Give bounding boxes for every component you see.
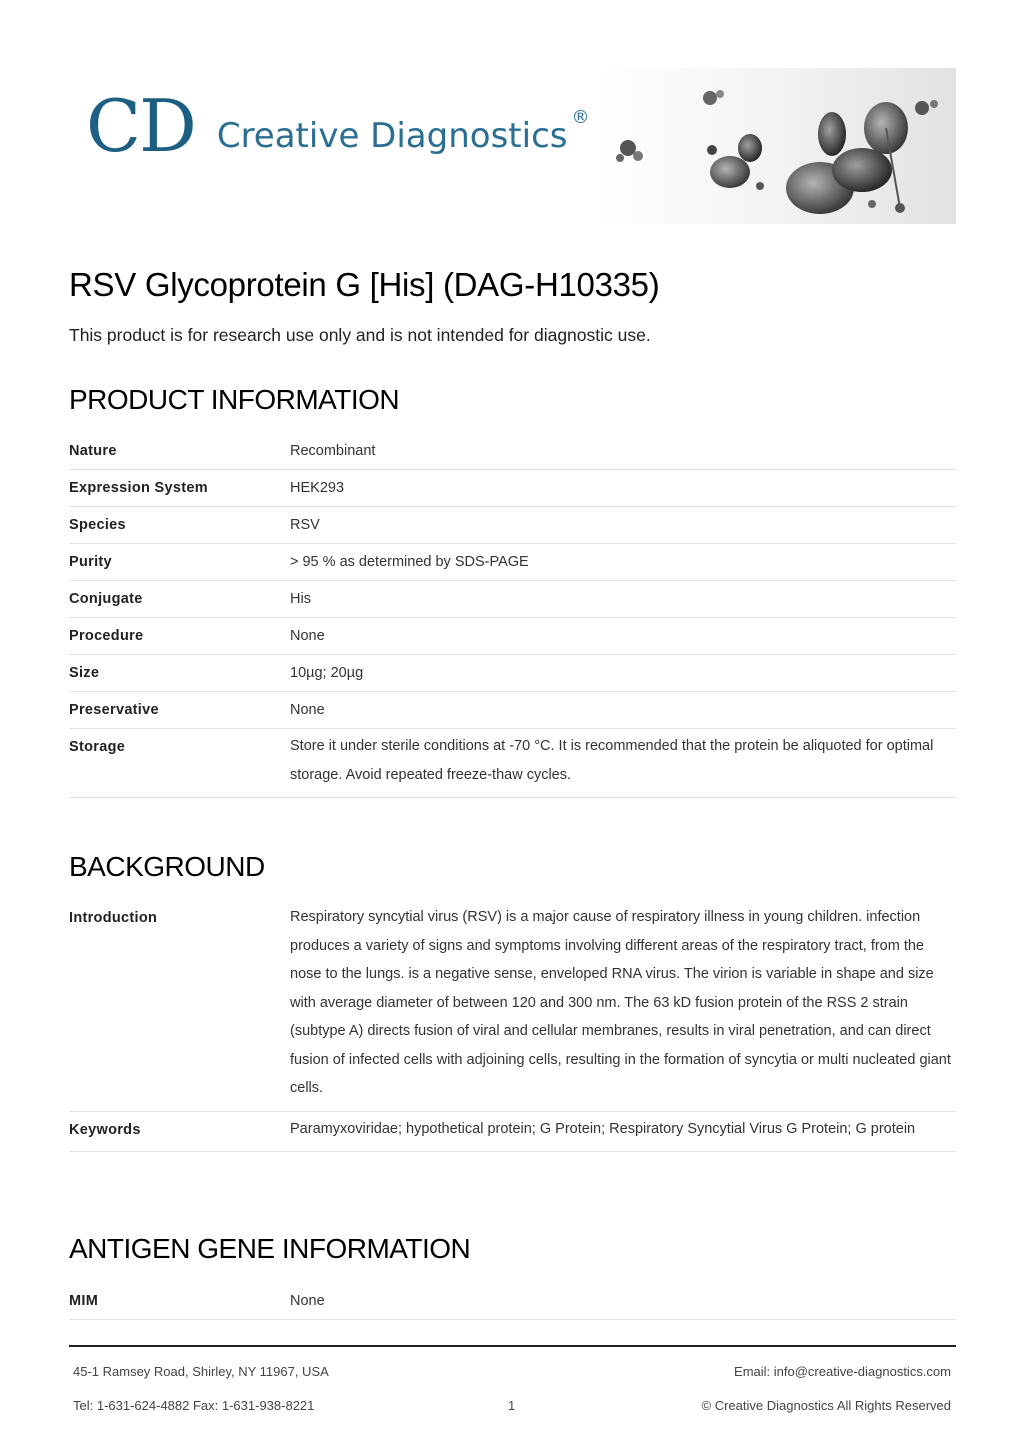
section-heading-antigen-gene-information: ANTIGEN GENE INFORMATION	[69, 1233, 471, 1264]
info-label: Conjugate	[69, 591, 143, 607]
info-label: Introduction	[69, 910, 158, 926]
info-value: Recombinant	[290, 443, 376, 459]
footer-copyright: © Creative Diagnostics All Rights Reserved	[701, 1398, 951, 1413]
info-row-nature	[69, 433, 956, 470]
company-logo	[86, 82, 590, 168]
info-value: 10µg; 20µg	[290, 665, 364, 681]
info-value: Store it under sterile conditions at -70 °C. It is recommended that the protein be aliquoted for optimal storage. Avoid repeated freeze-thaw cycles.	[290, 738, 934, 783]
info-label: Procedure	[69, 628, 144, 644]
info-row-mim	[69, 1283, 956, 1320]
info-row-expression-system	[69, 470, 956, 507]
info-value: None	[290, 628, 325, 644]
background-table	[69, 900, 956, 1152]
info-label: Preservative	[69, 702, 159, 718]
info-row-introduction	[69, 900, 956, 1112]
info-label: Nature	[69, 443, 117, 459]
info-value: His	[290, 591, 311, 607]
info-value: HEK293	[290, 480, 345, 496]
logo-wordmark	[216, 107, 590, 156]
info-label: MIM	[69, 1293, 99, 1309]
info-value: RSV	[290, 517, 320, 533]
antigen-gene-table	[69, 1283, 956, 1320]
info-row-size	[69, 655, 956, 692]
info-value: None	[290, 1293, 325, 1309]
section-heading-product-information: PRODUCT INFORMATION	[69, 384, 400, 415]
info-label: Species	[69, 517, 126, 533]
section-heading-background: BACKGROUND	[69, 851, 265, 882]
info-value: > 95 % as determined by SDS-PAGE	[290, 554, 529, 570]
info-label: Expression System	[69, 480, 208, 496]
info-row-storage	[69, 729, 956, 798]
logo-name-text: Creative Diagnostics	[216, 116, 568, 156]
info-label: Purity	[69, 554, 112, 570]
info-value: Respiratory syncytial virus (RSV) is a major cause of respiratory illness in young children. infection produces a variety of signs and symptoms involving different areas of the respiratory tract, from the nose to the lungs. is a negative sense, enveloped RNA virus. The virion is variable in shape and size with average diameter of between 120 and 300 nm. The 63 kD fusion protein of the RSS 2 strain (subtype A) directs fusion of viral and cellular membranes, results in viral penetration, and can direct fusion of infected cells with adjoining cells, resulting in the formation of syncytia or multi nucleated giant cells.	[290, 909, 951, 1096]
info-value: Paramyxoviridae; hypothetical protein; G Protein; Respiratory Syncytial Virus G Protein; G protein	[290, 1120, 916, 1137]
molecule-banner-image	[600, 68, 956, 224]
info-row-procedure	[69, 618, 956, 655]
research-use-disclaimer: This product is for research use only and is not intended for diagnostic use.	[69, 325, 651, 345]
info-row-preservative	[69, 692, 956, 729]
product-information-table	[69, 433, 956, 798]
info-row-purity	[69, 544, 956, 581]
footer-divider	[69, 1345, 956, 1347]
info-row-conjugate	[69, 581, 956, 618]
info-label: Size	[69, 665, 100, 681]
footer-address: 45-1 Ramsey Road, Shirley, NY 11967, USA	[73, 1364, 329, 1379]
logo-mark: CD	[86, 84, 195, 168]
footer-phone-fax: Tel: 1-631-624-4882 Fax: 1-631-938-8221	[73, 1398, 315, 1413]
product-title: RSV Glycoprotein G [His] (DAG-H10335)	[69, 266, 660, 303]
info-row-species	[69, 507, 956, 544]
page-number: 1	[508, 1398, 516, 1413]
info-row-keywords	[69, 1112, 956, 1153]
info-label: Keywords	[69, 1121, 141, 1138]
footer-email[interactable]: Email: info@creative-diagnostics.com	[734, 1364, 951, 1379]
registered-mark: ®	[571, 107, 590, 128]
info-label: Storage	[69, 739, 126, 755]
info-value: None	[290, 702, 325, 718]
